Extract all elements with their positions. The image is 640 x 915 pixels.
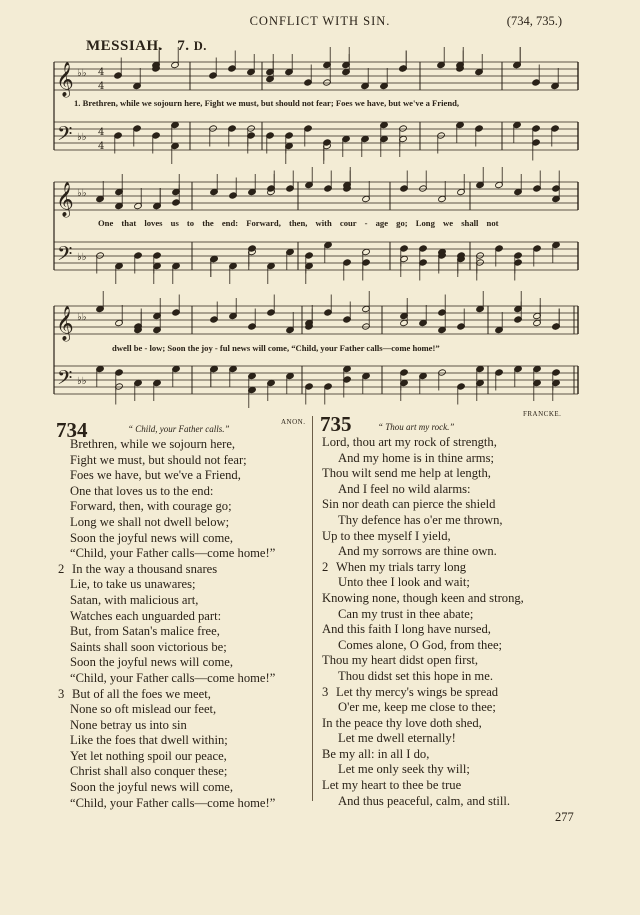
verse-line	[322, 669, 524, 685]
hymn-734-author: ANON.	[281, 418, 306, 426]
verse-text: But, from Satan's malice free,	[70, 624, 220, 639]
verse-line	[322, 575, 524, 591]
verse-line	[58, 687, 275, 703]
key-signature-icon: ♭♭	[77, 68, 87, 79]
time-signature-icon: 4	[98, 67, 105, 78]
verse-text: None so oft mislead our feet,	[70, 702, 217, 717]
verse-line	[58, 796, 275, 812]
verse-line	[58, 702, 275, 718]
verse-line	[322, 529, 524, 545]
verse-line	[58, 609, 275, 625]
verse-number: 2	[322, 559, 329, 574]
verse-text: Saints shall soon victorious be;	[70, 639, 227, 654]
verse-text: And my sorrows are thine own.	[338, 544, 497, 559]
verse-text: Long we shall not dwell below;	[70, 514, 230, 529]
verse-line	[322, 482, 524, 498]
verse-line	[58, 531, 275, 547]
verse-text: Let thy mercy's wings be spread	[336, 684, 499, 699]
verse-line	[58, 780, 275, 796]
verse-text: One that loves us to the end:	[70, 483, 214, 498]
verse-line	[322, 685, 524, 701]
music-lyrics-system-3: dwell be - low; Soon the joy - ful news will come, “Child, your Father calls—come home!”	[112, 343, 440, 353]
verse-line	[322, 778, 524, 794]
verse-line	[322, 638, 524, 654]
verse-line	[58, 437, 275, 453]
running-header: CONFLICT WITH SIN.	[249, 14, 391, 28]
verse-line	[322, 747, 524, 763]
verse-text: Knowing none, though keen and strong,	[322, 590, 524, 605]
verse-line	[58, 515, 275, 531]
verse-line	[322, 794, 524, 810]
time-signature-icon: 4	[98, 141, 105, 152]
verse-line	[58, 468, 275, 484]
music-score	[0, 0, 640, 420]
verse-line	[58, 593, 275, 609]
column-divider	[312, 416, 313, 801]
verse-line	[58, 733, 275, 749]
verse-text: Let me dwell eternally!	[338, 731, 456, 746]
page-number: 277	[555, 810, 574, 824]
verse-text: Be my all: in all I do,	[322, 746, 430, 761]
verse-text: O'er me, keep me close to thee;	[338, 700, 496, 715]
verse-line	[58, 624, 275, 640]
verse-line	[58, 671, 275, 687]
music-lyrics-system-1: 1. Brethren, while we sojourn here, Fight we must, but should not fear; Foes we have, but we've a Friend,	[74, 98, 460, 108]
music-lyrics-system-2: One that loves us to the end: Forward, then, with cour - age go; Long we shall not	[98, 218, 499, 228]
verse-line	[322, 716, 524, 732]
verse-text: “Child, your Father calls—come home!”	[70, 546, 276, 561]
verse-text: Satan, with malicious art,	[70, 592, 199, 607]
verse-text: Lie, to take us unawares;	[70, 577, 196, 592]
verse-line	[58, 453, 275, 469]
verse-line	[322, 513, 524, 529]
tune-meter: 7.	[177, 38, 190, 54]
hymn-735-number: 735	[320, 412, 352, 436]
hymn-734-number: 734	[56, 418, 88, 442]
verse-text: Forward, then, with courage go;	[70, 499, 232, 514]
treble-clef-icon: 𝄞	[56, 306, 74, 341]
verse-text: Thou wilt send me help at length,	[322, 466, 491, 481]
verse-text: Lord, thou art my rock of strength,	[322, 435, 497, 449]
verse-text: Thy defence has o'er me thrown,	[338, 512, 503, 527]
hymn-734-subtitle: “ Child, your Father calls.”	[128, 424, 230, 434]
tune-meter-suffix: D.	[193, 39, 207, 53]
hymn-735-subtitle: “ Thou art my rock.”	[378, 422, 455, 432]
verse-line	[322, 451, 524, 467]
verse-text: Unto thee I look and wait;	[338, 575, 470, 590]
verse-line	[322, 731, 524, 747]
verse-text: Let my heart to thee be true	[322, 778, 462, 793]
verse-text: Sin nor death can pierce the shield	[322, 497, 496, 512]
verse-line	[58, 764, 275, 780]
verse-line	[58, 562, 275, 578]
verse-line	[322, 653, 524, 669]
bass-clef-icon: 𝄢	[57, 122, 73, 150]
verse-text: Like the foes that dwell within;	[70, 733, 228, 748]
verse-text: And I feel no wild alarms:	[338, 481, 471, 496]
verse-line	[322, 497, 524, 513]
verse-line	[322, 435, 524, 451]
verse-line	[322, 560, 524, 576]
verse-text: Soon the joyful news will come,	[70, 530, 233, 545]
treble-clef-icon: 𝄞	[56, 62, 74, 97]
verse-line	[58, 749, 275, 765]
verse-line	[322, 762, 524, 778]
verse-line	[58, 718, 275, 734]
verse-text: But of all the foes we meet,	[72, 686, 211, 701]
verse-line	[58, 484, 275, 500]
bass-clef-icon: 𝄢	[57, 242, 73, 270]
verse-line	[58, 546, 275, 562]
hymn-735-text	[322, 435, 524, 809]
verse-text: Thou my heart didst open first,	[322, 653, 478, 668]
tune-name: MESSIAH.	[86, 38, 163, 54]
verse-text: Watches each unguarded part:	[70, 608, 222, 623]
verse-number: 3	[322, 684, 329, 699]
verse-text: Fight we must, but should not fear;	[70, 452, 247, 467]
verse-text: When my trials tarry long	[336, 559, 467, 574]
verse-line	[322, 591, 524, 607]
key-signature-icon: ♭♭	[77, 376, 87, 387]
verse-text: Foes we have, but we've a Friend,	[70, 468, 241, 483]
verse-text: And this faith I long have nursed,	[322, 622, 491, 637]
verse-number: 2	[58, 561, 65, 576]
verse-text: Up to thee myself I yield,	[322, 528, 451, 543]
verse-text: “Child, your Father calls—come home!”	[70, 795, 276, 810]
time-signature-icon: 4	[98, 81, 105, 92]
verse-line	[322, 622, 524, 638]
verse-line	[58, 499, 275, 515]
verse-line	[322, 544, 524, 560]
verse-line	[322, 607, 524, 623]
verse-text: And my home is in thine arms;	[338, 450, 495, 465]
key-signature-icon: ♭♭	[77, 132, 87, 143]
verse-line	[322, 700, 524, 716]
verse-text: None betray us into sin	[70, 717, 187, 732]
verse-line	[322, 466, 524, 482]
verse-text: Thou didst set this hope in me.	[338, 668, 493, 683]
key-signature-icon: ♭♭	[77, 188, 87, 199]
verse-text: In the way a thousand snares	[72, 561, 218, 576]
verse-text: In the peace thy love doth shed,	[322, 715, 482, 730]
verse-text: Can my trust in thee abate;	[338, 606, 474, 621]
verse-line	[58, 640, 275, 656]
verse-line	[58, 577, 275, 593]
treble-clef-icon: 𝄞	[56, 182, 74, 217]
verse-text: Yet let nothing spoil our peace,	[70, 748, 227, 763]
verse-text: Christ shall also conquer these;	[70, 764, 228, 779]
verse-text: Soon the joyful news will come,	[70, 655, 233, 670]
verse-text: Let me only seek thy will;	[338, 762, 470, 777]
hymn-735-author: FRANCKE.	[523, 410, 562, 418]
verse-number: 3	[58, 686, 65, 701]
key-signature-icon: ♭♭	[77, 252, 87, 263]
verse-line	[58, 655, 275, 671]
verse-text: Soon the joyful news will come,	[70, 780, 233, 795]
bass-clef-icon: 𝄢	[57, 366, 73, 394]
hymn-734-text	[58, 437, 275, 811]
verse-text: “Child, your Father calls—come home!”	[70, 670, 276, 685]
verse-text: Comes alone, O God, from thee;	[338, 637, 503, 652]
verse-text: Brethren, while we sojourn here,	[70, 437, 236, 451]
key-signature-icon: ♭♭	[77, 312, 87, 323]
verse-text: And thus peaceful, calm, and still.	[338, 793, 511, 808]
time-signature-icon: 4	[98, 127, 105, 138]
hymn-range: (734, 735.)	[506, 14, 562, 28]
